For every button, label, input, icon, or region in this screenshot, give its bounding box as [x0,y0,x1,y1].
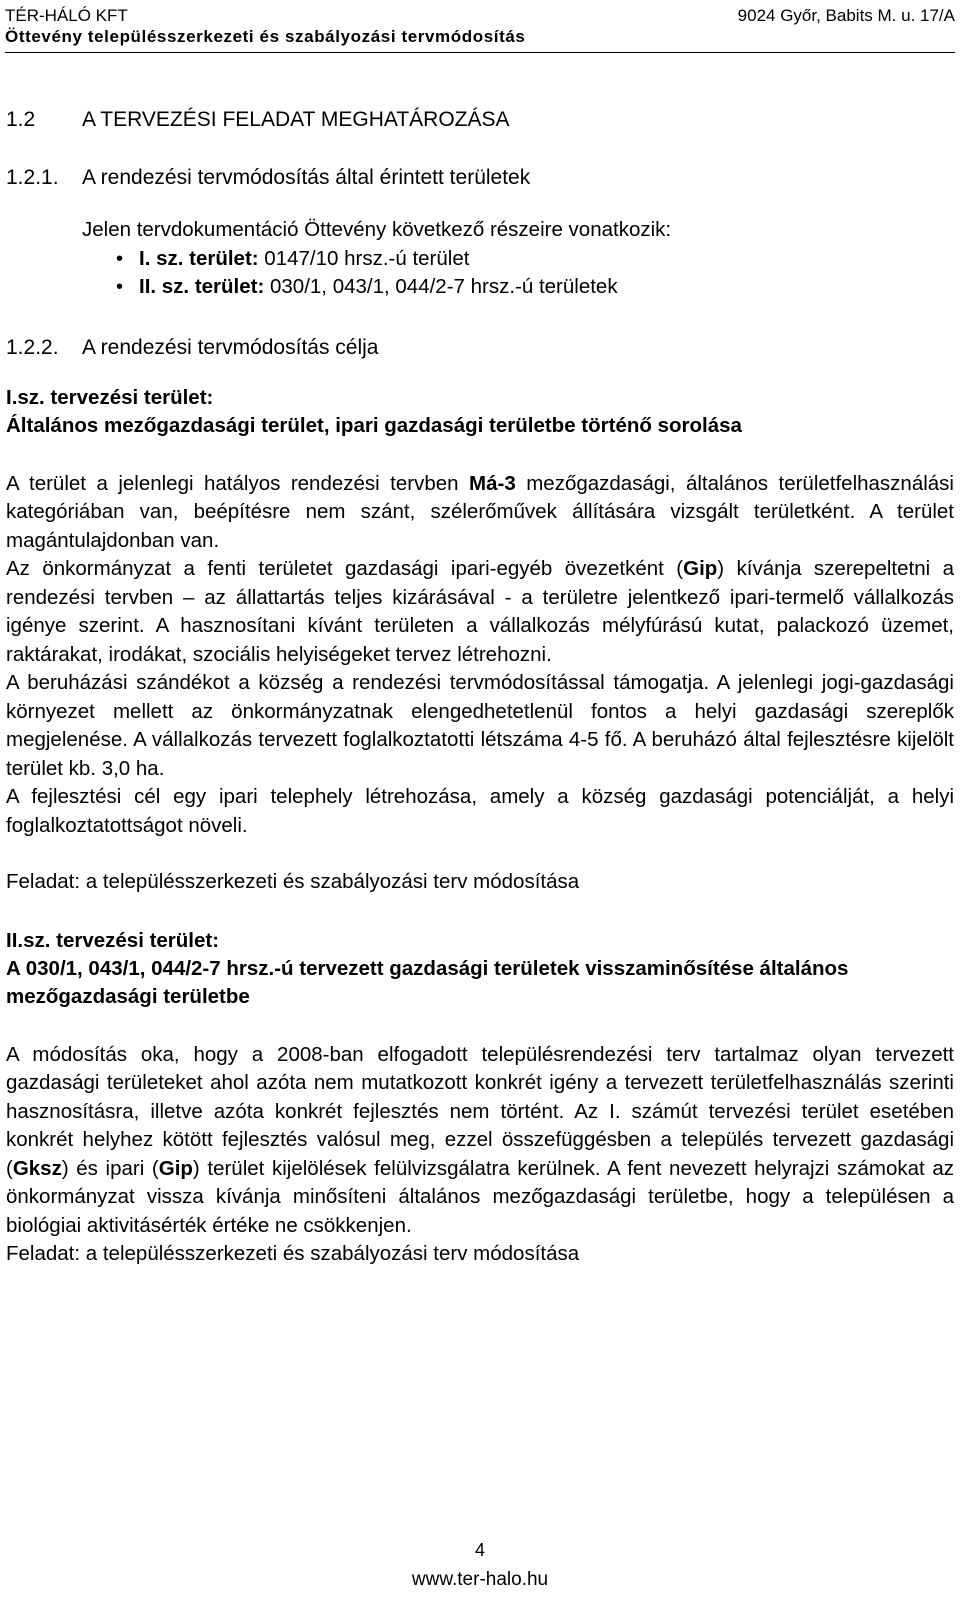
zone-code: Má-3 [469,471,516,495]
list-item [6,245,954,274]
area-2-paragraph-1 [6,1041,954,1241]
section-number: 1.2.2. [6,335,59,359]
document-body [6,106,954,1269]
text-run: ) terület kijelölések felülvizsgálatra kerülnek. A fent nevezett helyrajzi számokat az önkormányzat vissza kívánja minősíteni általános mezőgazdasági területbe, hogy a településen a biológiai aktivitásérték értéke ne csökkenjen. [6,1156,954,1237]
text-run: ) kívánja szerepeltetni a rendezési tervben – az állattartás teljes kizárásával - a területre jelentkező ipari-termelő vállalkozás igénye szerint. A hasznosítani kívánt területen a vállalkozás mélyfúrású kutat, palackozó üzemet, raktárakat, irodákat, szociális helyiségeket tervez létrehozni. [6,557,954,666]
section-heading-1-2-2 [6,334,954,362]
area-list [6,245,954,302]
list-item-text: 030/1, 043/1, 044/2-7 hrsz.-ú területek [264,275,618,298]
document-subtitle: Öttevény településszerkezeti és szabályozási tervmódosítás [5,27,526,46]
list-item-lead: II. sz. terület: [139,275,265,298]
area-2-label: II.sz. tervezési terület: [6,928,220,952]
list-item [6,273,954,302]
header-divider [5,52,955,53]
section-title: A rendezési tervmódosítás célja [82,335,379,359]
footer-url: www.ter-halo.hu [411,1569,549,1590]
section-title: A rendezési tervmódosítás által érintett területek [82,166,531,189]
intro-text: Jelen tervdokumentáció Öttevény következő részeire vonatkozik: [82,218,672,241]
area-1-paragraph-3: A beruházási szándékot a község a rendezési tervmódosítással támogatja. A jelenlegi jogi-gazdasági környezet mellett az önkormányzatnak elengedhetetlenül fontos a helyi gazdasági szereplők megjelenése. A vállalkozás tervezett foglalkoztatotti létszáma 4-5 fő. A beruházó által fejlesztésre kijelölt terület kb. 3,0 ha. [6,671,954,780]
page-header [5,6,955,53]
area-1-label: I.sz. tervezési terület: [6,385,214,409]
zone-code: Gip [158,1156,193,1180]
area-1-task: Feladat: a településszerkezeti és szabályozási terv módosítása [6,870,580,893]
area-2-subtitle: A 030/1, 043/1, 044/2-7 hrsz.-ú tervezett gazdasági területek visszaminősítése általános mezőgazdasági területbe [6,956,849,1008]
area-1-paragraph-4: A fejlesztési cél egy ipari telephely létrehozása, amely a község gazdasági potenciálját, a helyi foglalkoztatottságot növeli. [6,785,954,837]
section-number: 1.2.1. [6,166,59,189]
header-row [5,6,955,26]
zone-code: Gip [683,557,718,580]
section-number: 1.2 [6,108,36,131]
text-run: A terület a jelenlegi hatályos rendezési tervben [6,471,470,495]
page-footer [0,1538,960,1592]
section-title: A TERVEZÉSI FELADAT MEGHATÁROZÁSA [82,108,510,131]
list-item-text: 0147/10 hrsz.-ú terület [258,246,470,270]
section-heading-1-2 [6,106,954,134]
text-run: ) és ipari ( [61,1156,159,1180]
area-1-subtitle: Általános mezőgazdasági terület, ipari gazdasági területbe történő sorolása [6,413,742,437]
company-name: TÉR-HÁLÓ KFT [5,6,128,25]
text-run: Az önkormányzat a fenti területet gazdasági ipari-egyéb övezetként ( [6,557,684,580]
section-heading-1-2-1 [6,164,954,192]
company-address: 9024 Győr, Babits M. u. 17/A [737,6,955,25]
text-run: A módosítás oka, hogy a 2008-ban elfogadott településrendezési terv tartalmaz olyan tervezett gazdasági területeket ahol azóta nem mutatkozott konkrét igény a tervezett területfelhasználás szerinti hasznosításra, illetve azóta konkrét fejlesztés nem történt. Az I. számút tervezési terület esetében konkrét helyhez kötött fejlesztés valósul meg, ezzel összefüggésben a település tervezett gazdasági ( [6,1042,954,1180]
area-2-task: Feladat: a településszerkezeti és szabályozási terv módosítása [6,1242,580,1265]
area-1-paragraph-2 [6,555,954,669]
text-run: mezőgazdasági, általános területfelhasználási kategóriában van, beépítésre nem szánt, szélerőművek állítására vizsgált területként. A terület magántulajdonban van. [6,471,954,552]
list-item-lead: I. sz. terület: [139,246,259,270]
area-1-paragraph-1 [6,470,954,556]
page-number: 4 [474,1540,485,1560]
zone-code: Gksz [12,1156,62,1180]
